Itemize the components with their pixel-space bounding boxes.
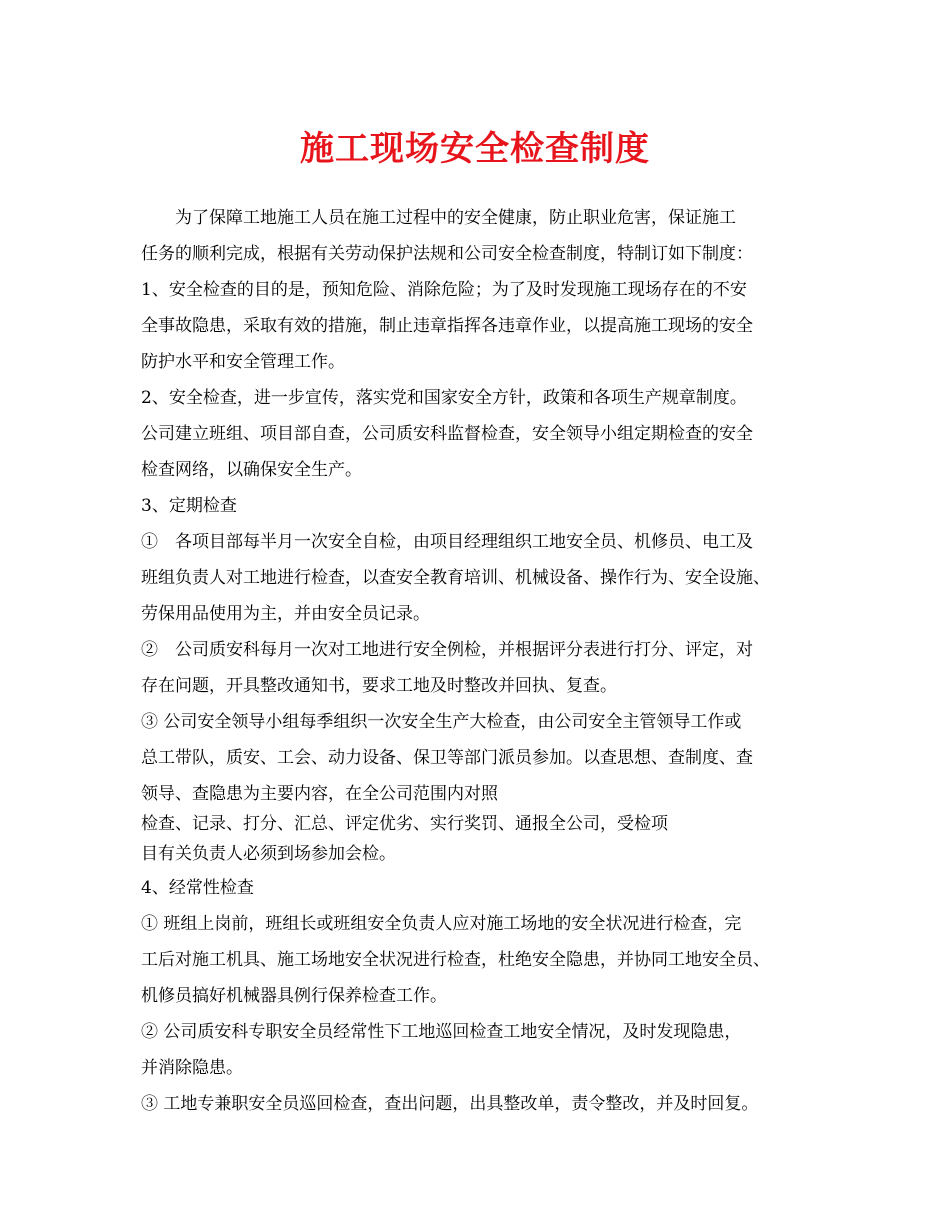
body-line-18: 检查、记录、打分、汇总、评定优劣、实行奖罚、通报全公司，受检项 (141, 814, 668, 834)
document-title: 施工现场安全检查制度 (300, 129, 650, 169)
body-line-19: 目有关负责人必须到场参加会检。 (141, 844, 396, 864)
body-line-1: 为了保障工地施工人员在施工过程中的安全健康，防止职业危害，保证施工 (141, 208, 736, 228)
body-line-5: 防护水平和安全管理工作。 (141, 352, 345, 372)
body-line-24: ② 公司质安科专职安全员经常性下工地巡回检查工地安全情况，及时发现隐患， (141, 1022, 742, 1042)
body-line-11: 班组负责人对工地进行检查，以查安全教育培训、机械设备、操作行为、安全设施、 (141, 568, 770, 588)
body-line-15: ③ 公司安全领导小组每季组织一次安全生产大检查，由公司安全主管领导工作或 (141, 712, 742, 732)
body-line-8: 检查网络，以确保安全生产。 (141, 460, 362, 480)
body-line-17: 领导、查隐患为主要内容，在全公司范围内对照 (141, 784, 498, 804)
body-line-25: 并消除隐患。 (141, 1058, 243, 1078)
body-line-7: 公司建立班组、项目部自查，公司质安科监督检查，安全领导小组定期检查的安全 (141, 424, 753, 444)
body-line-20: 4、经常性检查 (141, 878, 254, 898)
body-line-16: 总工带队，质安、工会、动力设备、保卫等部门派员参加。以查思想、查制度、查 (141, 748, 753, 768)
body-line-13: ② 公司质安科每月一次对工地进行安全例检，并根据评分表进行打分、评定，对 (141, 640, 753, 660)
body-line-14: 存在问题，开具整改通知书，要求工地及时整改并回执、复查。 (141, 676, 617, 696)
body-line-22: 工后对施工机具、施工场地安全状况进行检查，杜绝安全隐患，并协同工地安全员、 (141, 950, 770, 970)
body-line-9: 3、定期检查 (141, 496, 237, 516)
body-line-6: 2、安全检查，进一步宣传，落实党和国家安全方针，政策和各项生产规章制度。 (141, 388, 747, 408)
body-line-2: 任务的顺利完成，根据有关劳动保护法规和公司安全检查制度，特制订如下制度： (141, 244, 753, 264)
body-line-12: 劳保用品使用为主，并由安全员记录。 (141, 604, 430, 624)
body-line-3: 1、安全检查的目的是，预知危险、消除危险；为了及时发现施工现场存在的不安 (141, 280, 747, 300)
body-line-4: 全事故隐患，采取有效的措施，制止违章指挥各违章作业，以提高施工现场的安全 (141, 316, 753, 336)
body-line-21: ① 班组上岗前，班组长或班组安全负责人应对施工场地的安全状况进行检查，完 (141, 914, 742, 934)
body-line-23: 机修员搞好机械器具例行保养检查工作。 (141, 986, 447, 1006)
body-line-26: ③ 工地专兼职安全员巡回检查，查出问题，出具整改单，责令整改，并及时回复。 (141, 1094, 759, 1114)
body-line-10: ① 各项目部每半月一次安全自检，由项目经理组织工地安全员、机修员、电工及 (141, 532, 753, 552)
